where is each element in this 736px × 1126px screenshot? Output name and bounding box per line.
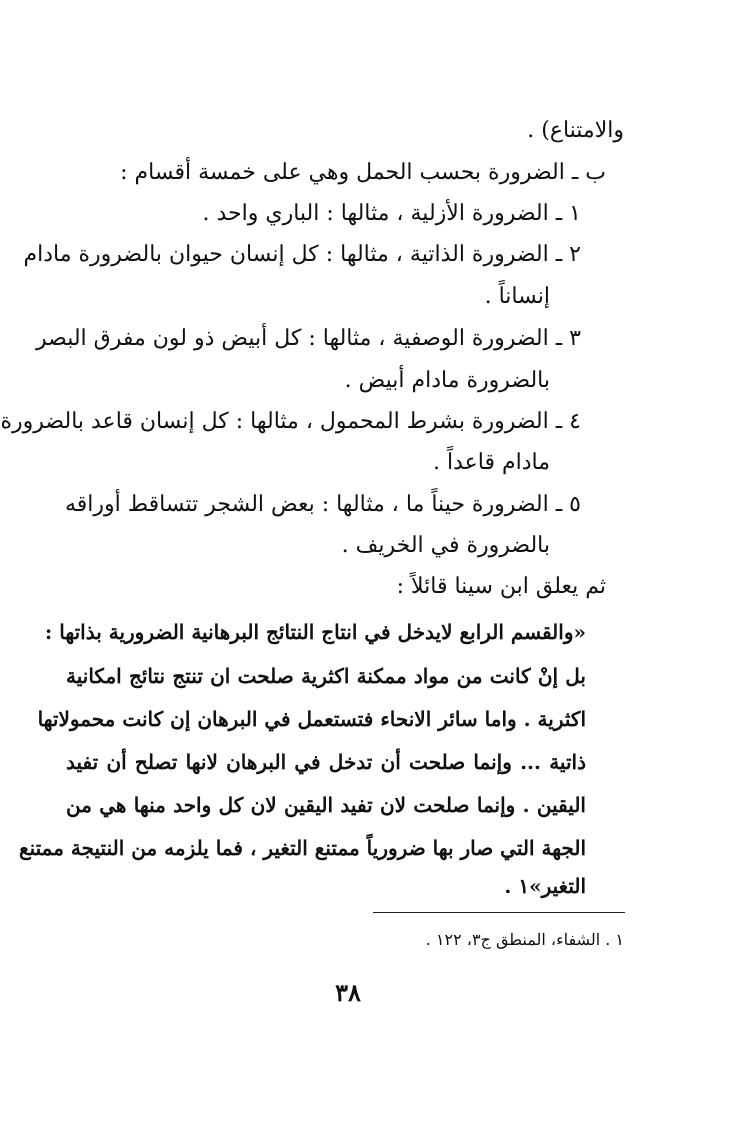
footnote: ١ . الشفاء، المنطق ج٣، ١٢٢ . — [425, 930, 624, 949]
body-line: ١ ـ الضرورة الأزلية ، مثالها : الباري واحد . — [202, 201, 581, 226]
body-line: ب ـ الضرورة بحسب الحمل وهي على خمسة أقسام : — [120, 160, 606, 185]
quote-line: الجهة التي صار بها ضرورياً ممتنع التغير ، فما يلزمه من النتيجة ممتنع — [18, 836, 586, 860]
body-line: ٢ ـ الضرورة الذاتية ، مثالها : كل إنسان حيوان بالضرورة مادام — [23, 242, 581, 267]
body-line: ٤ ـ الضرورة بشرط المحمول ، مثالها : كل إنسان قاعد بالضرورة — [0, 409, 581, 434]
quote-line: «والقسم الرابع لايدخل في انتاج النتائج البرهانية الضرورية بذاتها : — [44, 620, 586, 644]
quote-line: ذاتية ... وإنما صلحت أن تدخل في البرهان لانها تصلح أن تفيد — [66, 750, 586, 774]
body-line: بالضرورة مادام أبيض . — [344, 368, 550, 393]
body-line: ثم يعلق ابن سينا قائلاً : — [396, 574, 606, 599]
page-number: ٣٨ — [335, 978, 361, 1007]
body-line: مادام قاعداً . — [432, 450, 550, 475]
body-line: إنساناً . — [484, 284, 550, 309]
quote-line: التغير»١ . — [504, 874, 586, 898]
body-line: ٣ ـ الضرورة الوصفية ، مثالها : كل أبيض ذو لون مفرق البصر — [35, 326, 581, 351]
quote-line: بل إنْ كانت من مواد ممكنة اكثرية صلحت ان تنتج نتائج امكانية — [66, 664, 586, 688]
body-line: والامتناع) . — [527, 118, 624, 143]
footnote-rule — [373, 912, 625, 913]
body-line: ٥ ـ الضرورة حيناً ما ، مثالها : بعض الشجر تتساقط أوراقه — [64, 492, 581, 517]
body-line: بالضرورة في الخريف . — [341, 533, 550, 558]
quote-line: اليقين . وإنما صلحت لان تفيد اليقين لان كل واحد منها هي من — [66, 793, 586, 817]
quote-line: اكثرية . واما سائر الانحاء فتستعمل في البرهان إن كانت محمولاتها — [37, 707, 586, 731]
